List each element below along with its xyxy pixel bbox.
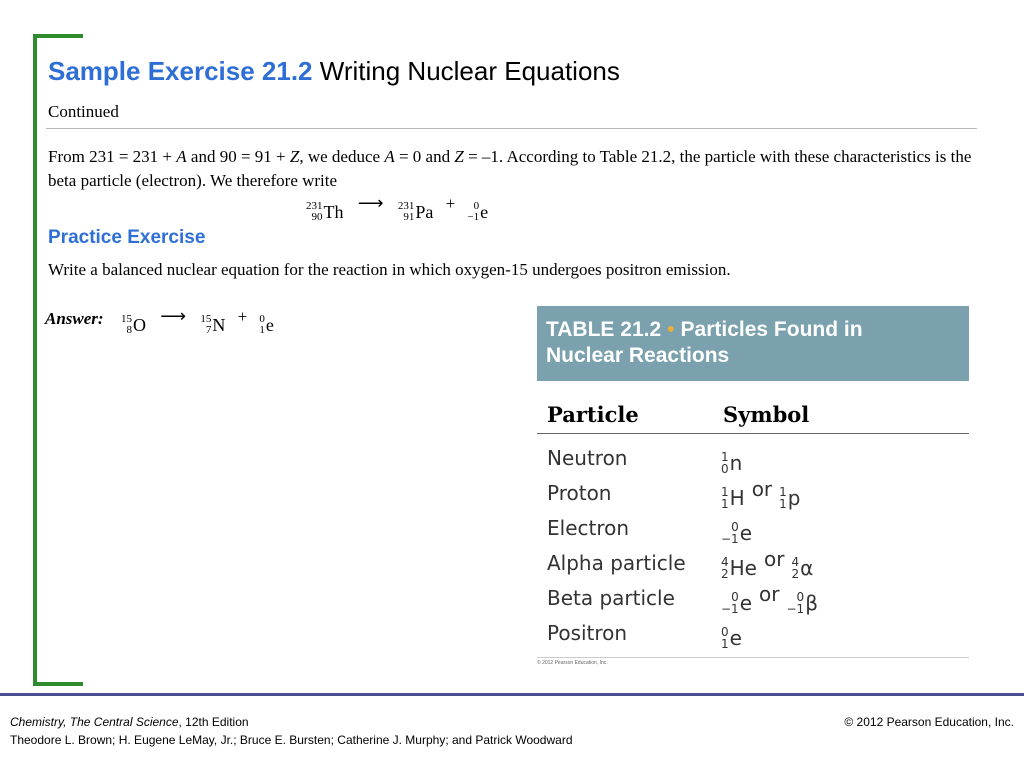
para-text: , we deduce [299,147,385,166]
footer-book [10,715,249,729]
or-word: or [763,547,785,571]
element-symbol: e [265,314,274,335]
nuclide-product [259,314,274,336]
mass-number: 231 [306,200,323,212]
particle-symbol: e [729,626,742,650]
particle-symbol: β [805,591,818,615]
table-header-banner [537,306,969,381]
solution-paragraph [48,145,978,193]
nuclide-symbol [721,521,752,545]
nuclide-symbol [721,556,757,580]
mass-number: 1 [779,485,787,499]
answer-word: Answer [45,309,98,328]
practice-question: Write a balanced nuclear equation for the reaction in which oxygen-15 undergoes positron emission. [48,260,731,279]
table-bottom-rule [537,657,969,658]
nuclear-equation-thorium [306,193,488,223]
para-var: Z [454,147,464,166]
mass-number: 1 [721,485,729,499]
atomic-number: 1 [259,324,265,336]
column-header-symbol: Symbol [723,402,810,427]
atomic-number: −1 [786,602,805,616]
reaction-arrow: ⟶ [160,306,187,326]
table-row-symbol [721,512,752,545]
table-row-particle: Alpha particle [547,551,686,575]
nuclide-reactant [121,314,146,336]
answer-colon: : [97,309,104,328]
table-row-symbol [721,547,813,580]
element-symbol: N [212,314,226,335]
atomic-number: 91 [403,211,415,223]
table-row-symbol [721,442,742,475]
particle-symbol: α [800,556,814,580]
element-symbol: Pa [415,201,434,222]
continued-label: Continued [48,102,119,121]
atomic-number: −1 [721,602,739,616]
atomic-number: 7 [205,324,212,336]
atomic-number: 90 [311,211,323,223]
para-var: A [384,147,395,166]
particle-symbol: He [729,556,757,580]
table-21-2 [537,306,969,668]
mass-number: 0 [473,200,480,212]
mass-number: 0 [721,625,729,639]
nuclear-equation-oxygen [121,306,274,336]
table-credit: © 2012 Pearson Education, Inc. [537,660,608,666]
footer-divider [0,693,1024,696]
nuclide-symbol [721,451,742,475]
mass-number: 0 [259,313,265,325]
atomic-number: 2 [721,567,729,581]
plus-sign: + [237,307,248,326]
column-header-particle: Particle [547,402,639,427]
particle-symbol: e [739,521,753,545]
table-number: TABLE 21.2 [546,318,662,341]
or-word: or [759,582,780,606]
para-var: Z [289,147,300,166]
para-var: A [176,147,187,166]
reaction-arrow: ⟶ [357,193,384,213]
slide-title [48,56,620,87]
mass-number: 0 [731,520,739,534]
element-symbol: Th [323,201,344,222]
atomic-number: −1 [467,211,480,223]
footer-book-title: Chemistry, The Central Science [10,715,179,729]
particle-symbol: H [729,486,745,510]
atomic-number: 2 [791,567,800,581]
nuclide-product [398,201,434,223]
divider [46,128,977,129]
atomic-number: 1 [779,497,787,511]
particle-symbol: p [787,486,801,510]
practice-heading: Practice Exercise [48,227,206,248]
table-row-symbol [721,582,818,615]
nuclide-symbol [791,556,813,580]
nuclide-product [467,201,488,223]
nuclide-symbol [721,486,745,510]
atomic-number: 0 [721,462,729,476]
particle-symbol: e [739,591,753,615]
table-title: Particles Found in [680,318,863,341]
nuclide-symbol [721,591,752,615]
nuclide-symbol [786,591,817,615]
nuclide-symbol [779,486,800,510]
mass-number: 4 [791,555,800,569]
green-bracket-decoration [33,34,83,686]
nuclide-product [200,314,225,336]
mass-number: 231 [397,200,415,212]
nuclide-symbol [721,626,742,650]
mass-number: 15 [121,313,132,325]
table-title-line2: Nuclear Reactions [546,344,730,367]
mass-number: 0 [731,590,739,604]
para-text: From 231 = 231 + [48,147,177,166]
para-text: and 90 = 91 + [186,147,290,166]
element-symbol: e [480,201,489,222]
mass-number: 15 [200,313,212,325]
table-row-particle: Beta particle [547,586,675,610]
footer-authors: Theodore L. Brown; H. Eugene LeMay, Jr.; Bruce E. Bursten; Catherine J. Murphy; and Patrick Woodward [10,733,573,747]
table-row-particle: Proton [547,481,612,505]
table-row-particle: Positron [547,621,628,645]
table-row-particle: Electron [547,516,630,540]
atomic-number: −1 [721,532,739,546]
footer-edition: , 12th Edition [178,715,249,729]
answer-label [45,309,104,329]
footer-copyright: © 2012 Pearson Education, Inc. [844,715,1014,729]
mass-number: 4 [721,555,729,569]
para-text: = 0 and [394,147,455,166]
atomic-number: 1 [721,637,729,651]
nuclide-reactant [306,201,344,223]
table-row-symbol [721,617,742,650]
particle-symbol: n [729,451,743,475]
table-row-symbol [721,477,801,510]
mass-number: 0 [796,590,805,604]
element-symbol: O [133,314,146,335]
table-row-particle: Neutron [547,446,628,470]
plus-sign: + [445,194,456,213]
bullet-icon: • [667,318,675,341]
para-text: = –1. According to Table 21.2, the particle with these characteristics is the beta particle (electron). We therefore write [48,147,972,190]
atomic-number: 8 [126,324,132,336]
title-text: Writing Nuclear Equations [319,56,620,86]
or-word: or [751,477,773,501]
table-header-rule [537,433,969,434]
title-exercise-number: Sample Exercise 21.2 [48,56,313,86]
atomic-number: 1 [721,497,729,511]
mass-number: 1 [721,450,729,464]
